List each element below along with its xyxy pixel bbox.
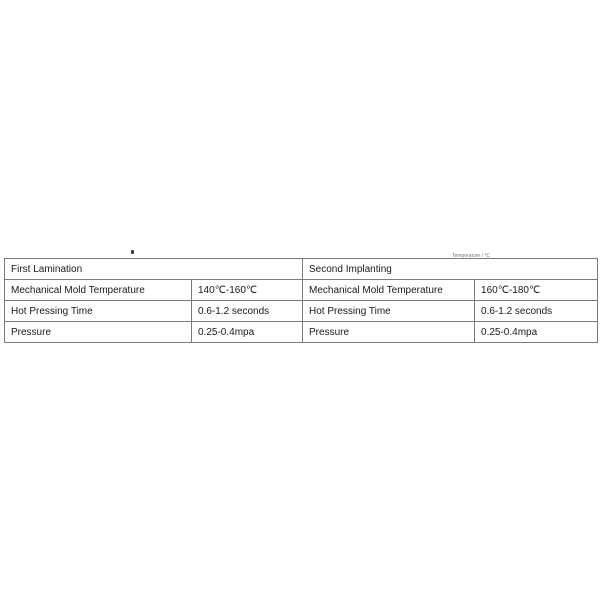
second-param-label: Pressure <box>303 322 475 343</box>
first-param-label: Mechanical Mold Temperature <box>5 280 192 301</box>
second-param-label: Mechanical Mold Temperature <box>303 280 475 301</box>
table-row <box>5 280 598 301</box>
process-parameters-table <box>4 258 598 343</box>
table-row <box>5 301 598 322</box>
first-param-value: 0.25-0.4mpa <box>192 322 303 343</box>
second-param-value: 0.25-0.4mpa <box>475 322 598 343</box>
first-lamination-header: First Lamination <box>5 259 303 280</box>
second-param-value: 0.6-1.2 seconds <box>475 301 598 322</box>
second-param-value: 160℃-180℃ <box>475 280 598 301</box>
temperature-note: Temperature / ℃ <box>452 253 490 259</box>
first-param-value: 140℃-160℃ <box>192 280 303 301</box>
second-param-label: Hot Pressing Time <box>303 301 475 322</box>
table-row <box>5 322 598 343</box>
first-param-label: Hot Pressing Time <box>5 301 192 322</box>
second-implanting-header: Second Implanting <box>303 259 598 280</box>
table-header-row <box>5 259 598 280</box>
stray-mark <box>131 250 134 254</box>
first-param-value: 0.6-1.2 seconds <box>192 301 303 322</box>
first-param-label: Pressure <box>5 322 192 343</box>
